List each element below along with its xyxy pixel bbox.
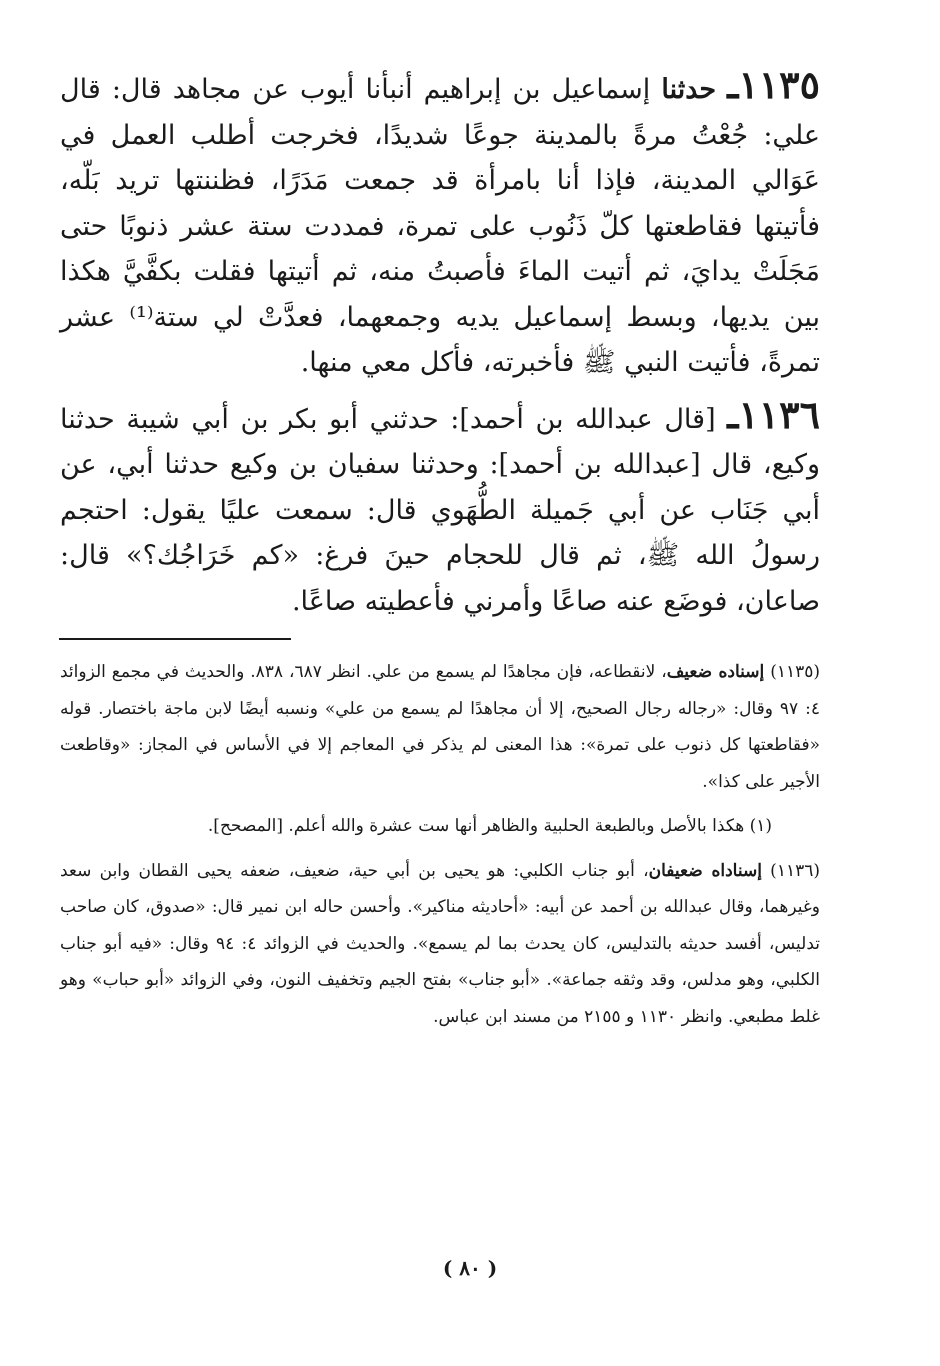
- footnote-separator: [59, 638, 291, 640]
- hadith-number: ١١٣٦: [738, 391, 820, 437]
- hadith-number: ١١٣٥: [738, 62, 820, 107]
- hadith-dash: ـ: [727, 391, 739, 437]
- note-1136: [60, 853, 820, 1036]
- hadith-dash: ـ: [727, 62, 739, 107]
- note-text: ، لانقطاعه، فإن مجاهدًا لم يسمع من علي. انظر ٦٨٧، ٨٣٨. والحديث في مجمع الزوائد ٤: ٩٧ وقال: «رجاله رجال الصحيح، إلا أن مجاهدًا لم يسمع من علي» ونسبه أيضًا لابن ماجة باختصار. قوله «فقاطعتها كل ذنوب على تمرة»: هذا المعنى لم يذكر في المعاجم إلا في الأساس في المجاز: «وقاطعت الأجير على كذا».: [60, 662, 820, 792]
- document-page: [60, 62, 820, 1043]
- footnotes: [60, 654, 820, 1035]
- note-verdict: إسناداه ضعيفان: [648, 860, 762, 881]
- note-verdict: إسناده ضعيف: [666, 662, 765, 682]
- footnote-1: [60, 808, 820, 845]
- note-text: ، أبو جناب الكلبي: هو يحيى بن أبي حية، ضعيف، ضعفه يحيى القطان وابن سعد وغيرهما، وقال عبدالله بن أحمد عن أبيه: «أحاديثه مناكير». وأحسن حاله ابن نمير قال: «صدوق، كان صاحب تدليس، أفسد حديثه بالتدليس، كان يحدث بما لم يسمع». والحديث في الزوائد ٤: ٩٤ وقال: «فيه أبو جناب الكلبي، وهو مدلس، وقد وثقه جماعة». «أبو جناب» بفتح الجيم وتخفيف النون، وفي الزوائد «أبو حباب» وهو غلط مطبعي. وانظر ١١٣٠ و ٢١٥٥ من مسند ابن عباس.: [60, 860, 821, 1027]
- hadith-1135: [60, 62, 820, 386]
- hadith-text: إسماعيل بن إبراهيم أنبأنا أيوب عن مجاهد قال: قال علي: جُعْتُ مرةً بالمدينة جوعًا شديدًا، فخرجت أطلب العمل في عَوَالي المدينة، فإذا أنا بامرأة قد جمعت مَدَرًا، فظننتها تريد بَلّه، فأتيتها فقاطعتها كلّ ذَنُوب على تمرة، فمددت ستة عشر ذنوبًا حتى مَجَلَتْ يدايَ، ثم أتيت الماءَ فأصبتُ منه، ثم أتيتها فقلت بكفَّيَّ هكذا بين يديها، وبسط إسماعيل يديه وجمعهما، فعدَّتْ لي ستة⁽¹⁾ عشر تمرةً، فأتيت النبي ﷺ فأخبرته، فأكل معي منها.: [60, 74, 820, 378]
- footnote-text: (١) هكذا بالأصل وبالطبعة الحلبية والظاهر أنها ست عشرة والله أعلم. [المصحح].: [207, 816, 772, 836]
- hadith-text: [قال عبدالله بن أحمد]: حدثني أبو بكر بن أبي شيبة حدثنا وكيع، قال [عبدالله بن أحمد]: وحدثنا سفيان بن وكيع حدثنا أبي، عن أبي جَنَاب عن أبي جَميلة الطُّهَوي قال: سمعت عليًا يقول: احتجم رسولُ الله ﷺ، ثم قال للحجام حينَ فرغ: «كم خَرَاجُك؟» قال: صاعان، فوضَع عنه صاعًا وأمرني فأعطيته صاعًا.: [60, 403, 820, 617]
- hadith-1136: [60, 392, 820, 625]
- page-number: ( ٨٠ ): [442, 1256, 498, 1280]
- note-ref: (١١٣٦): [761, 860, 820, 881]
- hadith-lead-word: حدثنا: [661, 74, 717, 105]
- note-ref: (١١٣٥): [764, 662, 820, 682]
- note-1135: [60, 654, 820, 800]
